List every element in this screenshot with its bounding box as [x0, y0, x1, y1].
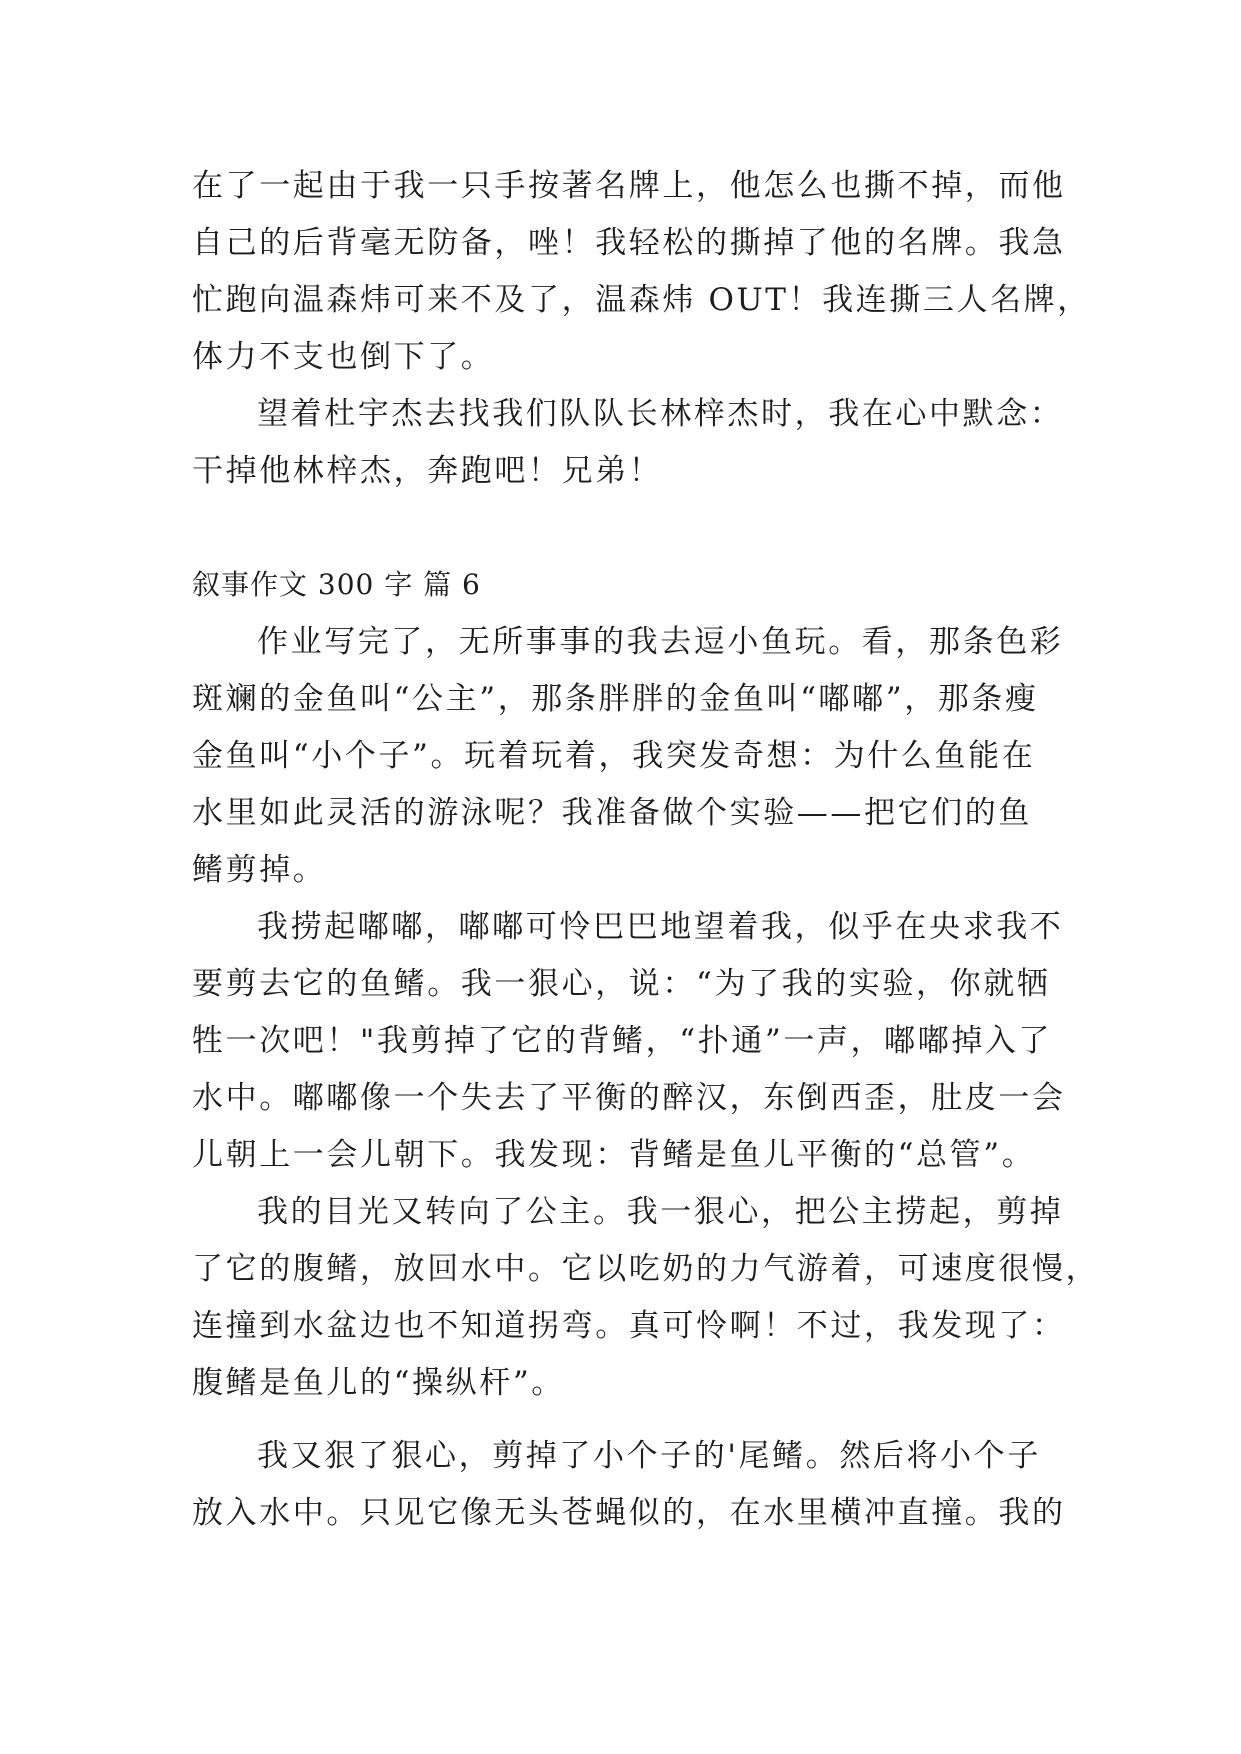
text-line: 金鱼叫“小个子”。玩着玩着，我突发奇想：为什么鱼能在: [192, 738, 1036, 774]
text-line: 体力不支也倒下了。: [192, 339, 495, 375]
text-line: 我又狠了狠心，剪掉了小个子的'尾鳍。然后将小个子: [257, 1438, 1041, 1474]
text-line: 忙跑向温森炜可来不及了，温森炜 OUT！我连撕三人名牌，: [192, 282, 1091, 318]
text-line: 干掉他林梓杰，奔跑吧！兄弟！: [192, 453, 663, 489]
text-line: 放入水中。只见它像无头苍蝇似的，在水里横冲直撞。我的: [192, 1495, 1066, 1531]
text-line: 牲一次吧！"我剪掉了它的背鳍，“扑通”一声，嘟嘟掉入了: [192, 1023, 1053, 1059]
text-line: 水里如此灵活的游泳呢？我准备做个实验——把它们的鱼: [192, 795, 1032, 831]
text-line: 水中。嘟嘟像一个失去了平衡的醉汉，东倒西歪，肚皮一会: [192, 1080, 1066, 1116]
text-line: 望着杜宇杰去找我们队队长林梓杰时，我在心中默念：: [257, 396, 1064, 432]
text-line: 腹鳍是鱼儿的“操纵杆”。: [192, 1365, 565, 1401]
text-line: 我的目光又转向了公主。我一狠心，把公主捞起，剪掉: [257, 1194, 1064, 1230]
text-line: 自己的后背毫无防备，唑！我轻松的撕掉了他的名牌。我急: [192, 225, 1066, 261]
text-line: 作业写完了，无所事事的我去逗小鱼玩。看，那条色彩: [257, 624, 1064, 660]
text-line: 了它的腹鳍，放回水中。它以吃奶的力气游着，可速度很慢，: [192, 1251, 1100, 1287]
section-heading: 叙事作文 300 字 篇 6: [192, 568, 481, 601]
text-line: 鳍剪掉。: [192, 852, 327, 888]
text-line: 斑斓的金鱼叫“公主”，那条胖胖的金鱼叫“嘟嘟”，那条瘦: [192, 681, 1039, 717]
text-line: 在了一起由于我一只手按著名牌上，他怎么也撕不掉，而他: [192, 168, 1066, 204]
text-line: 要剪去它的鱼鳍。我一狠心，说：“为了我的实验，你就牺: [192, 966, 1051, 1002]
text-line: 我捞起嘟嘟，嘟嘟可怜巴巴地望着我，似乎在央求我不: [257, 909, 1064, 945]
text-line: 连撞到水盆边也不知道拐弯。真可怜啊！不过，我发现了：: [192, 1308, 1066, 1344]
text-line: 儿朝上一会儿朝下。我发现：背鳍是鱼儿平衡的“总管”。: [192, 1137, 1036, 1173]
